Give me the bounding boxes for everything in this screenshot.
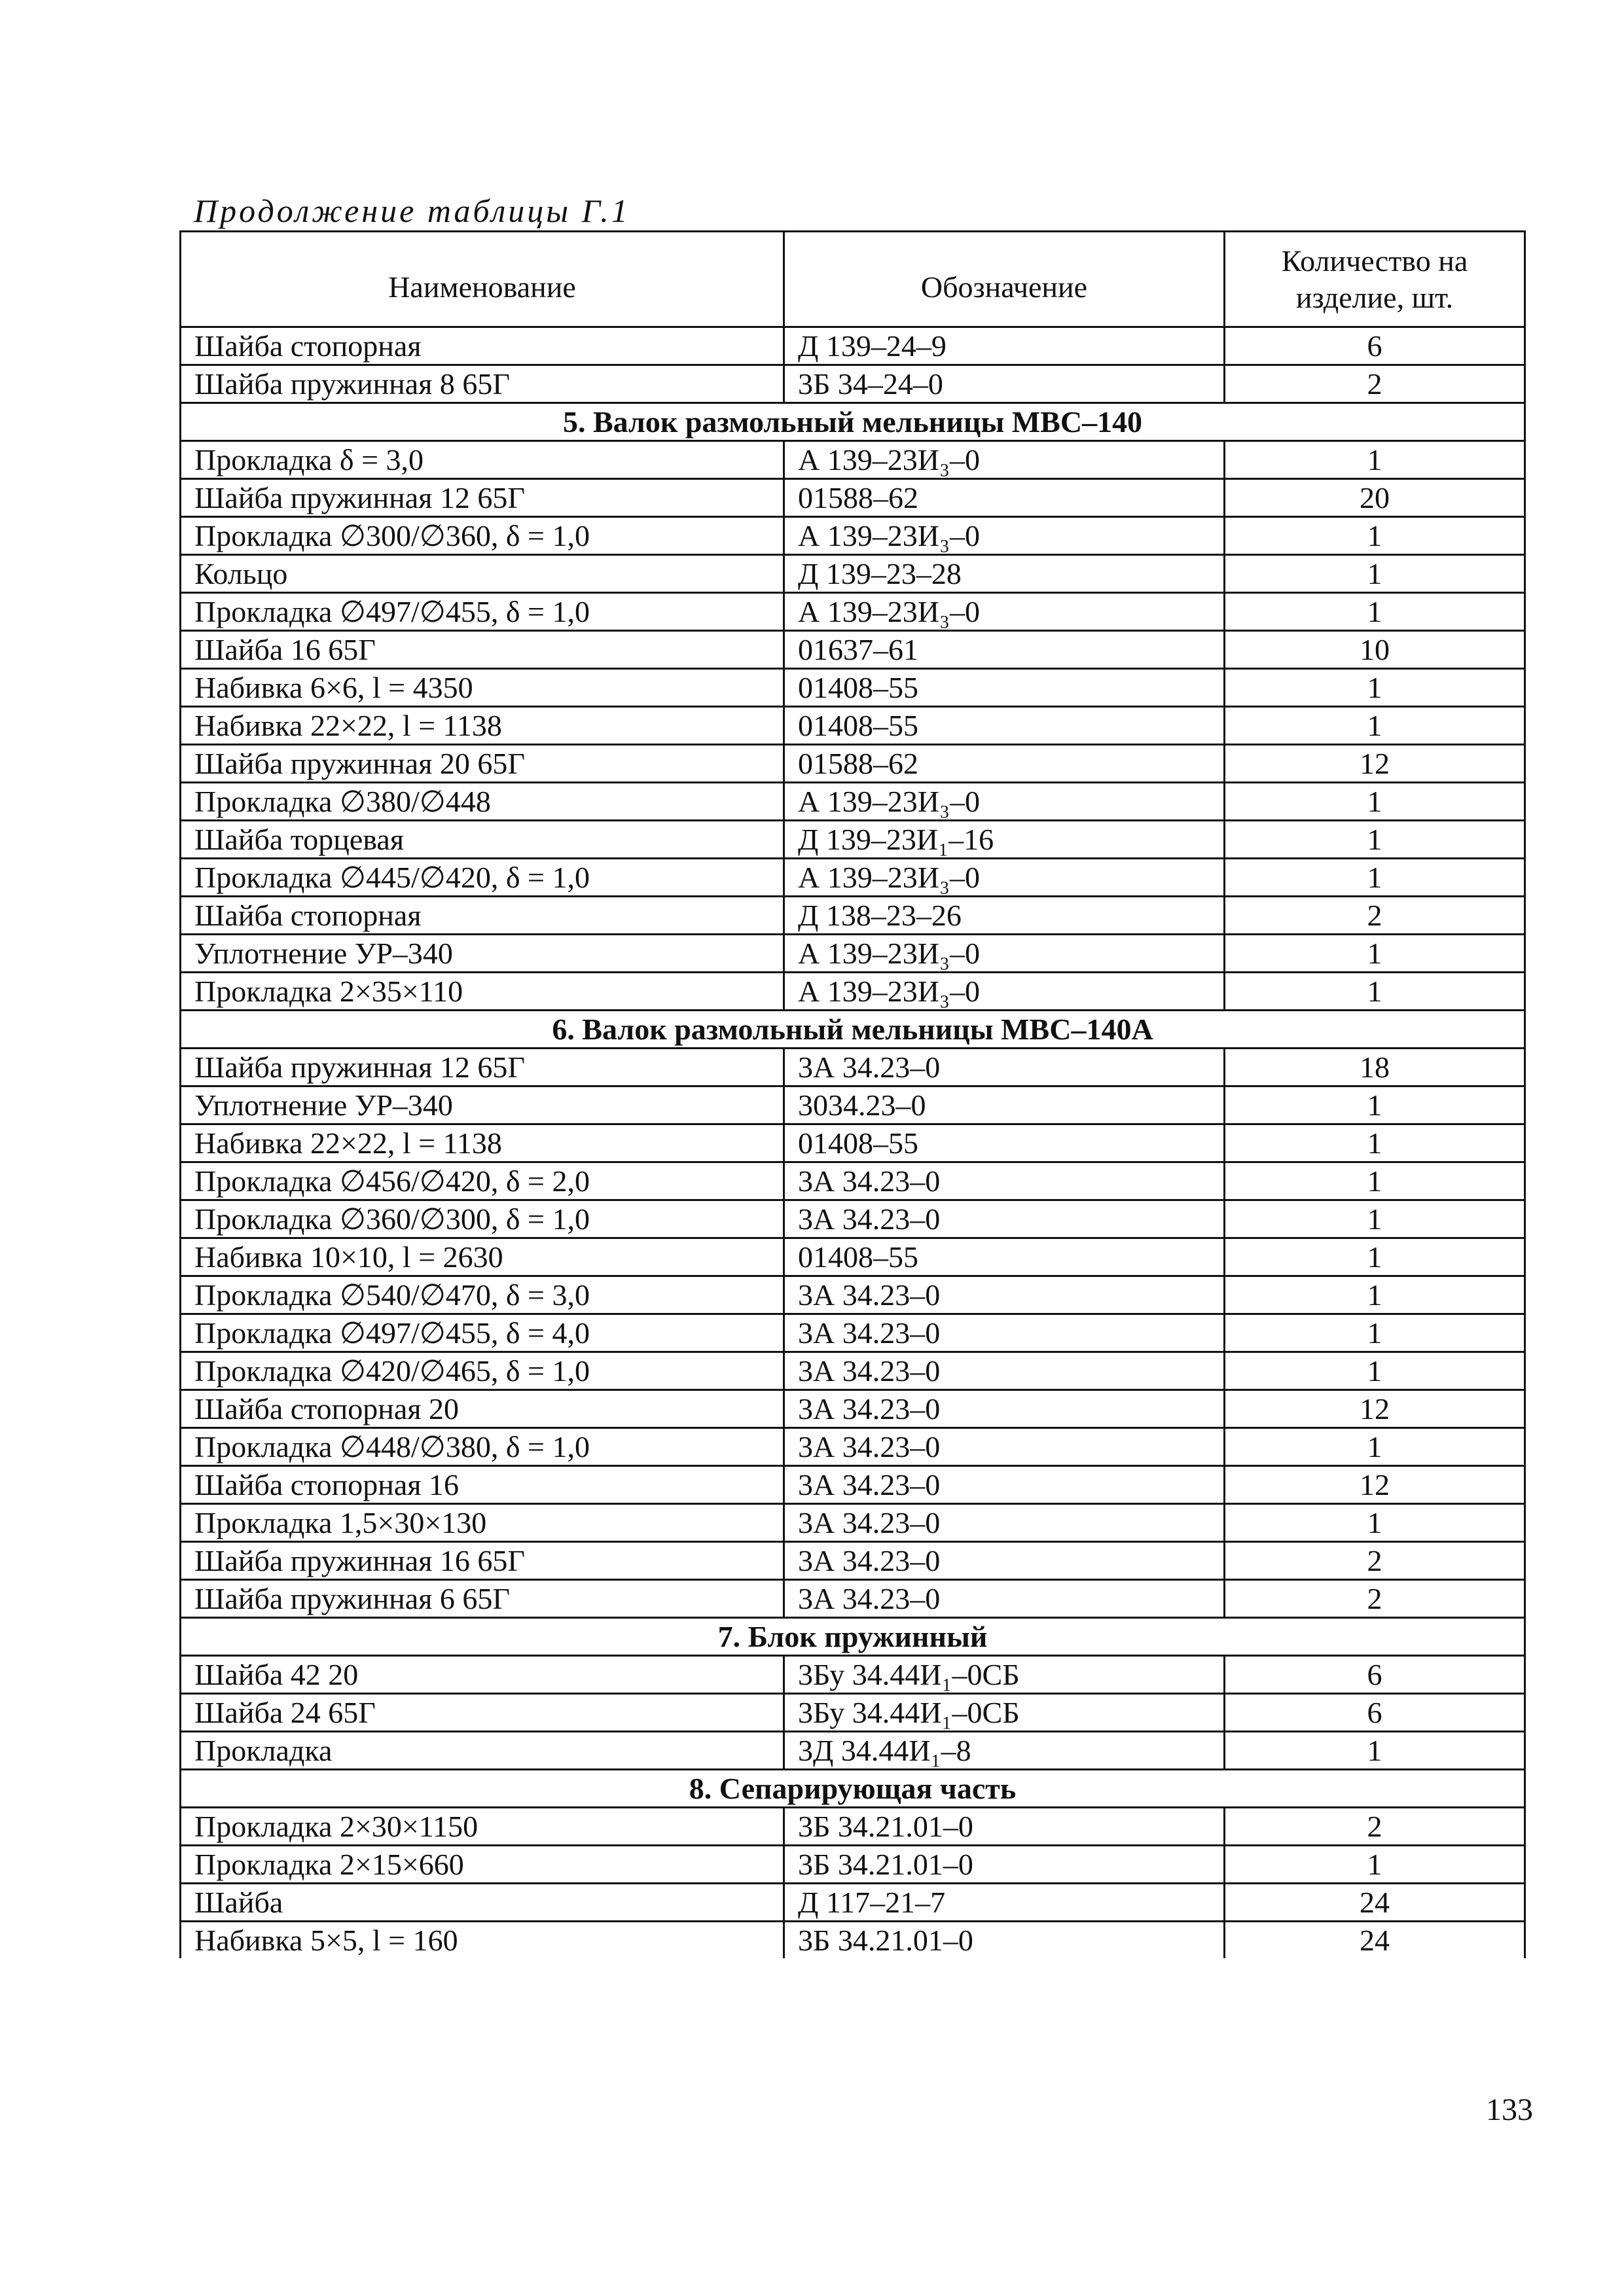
cell-code: 3А 34.23–0	[784, 1504, 1225, 1542]
cell-code: 01588–62	[784, 479, 1225, 517]
cell-quantity: 6	[1225, 327, 1525, 365]
cell-quantity: 2	[1225, 1808, 1525, 1846]
table-row	[181, 517, 1525, 555]
cell-name: Прокладка ∅445/∅420, δ = 1,0	[181, 859, 784, 897]
section-title: 5. Валок размольный мельницы МВС–140	[181, 403, 1525, 441]
table-row	[181, 1162, 1525, 1200]
table-row	[181, 1542, 1525, 1580]
cell-name: Шайба пружинная 12 65Г	[181, 479, 784, 517]
cell-name: Набивка 22×22, l = 1138	[181, 1124, 784, 1162]
cell-code: 3Б 34.21.01–0	[784, 1846, 1225, 1884]
table-row	[181, 973, 1525, 1011]
cell-code: А 139–23И₃–0	[784, 859, 1225, 897]
cell-quantity: 2	[1225, 1542, 1525, 1580]
cell-name: Прокладка ∅456/∅420, δ = 2,0	[181, 1162, 784, 1200]
cell-quantity: 1	[1225, 555, 1525, 593]
table-row	[181, 1466, 1525, 1504]
cell-quantity: 6	[1225, 1656, 1525, 1694]
cell-name: Прокладка ∅380/∅448	[181, 783, 784, 821]
cell-name: Шайба стопорная	[181, 897, 784, 935]
cell-name: Шайба пружинная 20 65Г	[181, 745, 784, 783]
cell-code: Д 139–23И₁–16	[784, 821, 1225, 859]
cell-name: Шайба 24 65Г	[181, 1694, 784, 1732]
cell-quantity: 24	[1225, 1884, 1525, 1922]
table-row	[181, 1580, 1525, 1618]
cell-name: Шайба торцевая	[181, 821, 784, 859]
cell-quantity: 1	[1225, 973, 1525, 1011]
table-body	[181, 327, 1525, 1959]
column-header-name: Наименование	[181, 232, 784, 327]
table-row	[181, 555, 1525, 593]
cell-name: Прокладка ∅497/∅455, δ = 1,0	[181, 593, 784, 631]
cell-name: Прокладка ∅300/∅360, δ = 1,0	[181, 517, 784, 555]
cell-quantity: 1	[1225, 1124, 1525, 1162]
cell-code: 3А 34.23–0	[784, 1276, 1225, 1314]
cell-quantity: 1	[1225, 859, 1525, 897]
cell-quantity: 1	[1225, 821, 1525, 859]
cell-code: Д 139–23–28	[784, 555, 1225, 593]
table-row	[181, 365, 1525, 403]
table-row	[181, 1808, 1525, 1846]
cell-name: Шайба пружинная 6 65Г	[181, 1580, 784, 1618]
cell-code: 3Б 34.21.01–0	[784, 1922, 1225, 1959]
section-title: 6. Валок размольный мельницы МВС–140А	[181, 1011, 1525, 1049]
table-row	[181, 1732, 1525, 1770]
table-row	[181, 935, 1525, 973]
cell-code: А 139–23И₃–0	[784, 593, 1225, 631]
page-number: 133	[1486, 2092, 1533, 2127]
cell-quantity: 1	[1225, 1086, 1525, 1124]
cell-code: 01408–55	[784, 1238, 1225, 1276]
section-heading-row	[181, 1011, 1525, 1049]
cell-quantity: 1	[1225, 441, 1525, 479]
table-row	[181, 783, 1525, 821]
table-row	[181, 1846, 1525, 1884]
cell-code: А 139–23И₃–0	[784, 783, 1225, 821]
cell-code: 3А 34.23–0	[784, 1162, 1225, 1200]
table-row	[181, 1352, 1525, 1390]
cell-quantity: 12	[1225, 1390, 1525, 1428]
table-row	[181, 859, 1525, 897]
cell-code: 3А 34.23–0	[784, 1352, 1225, 1390]
cell-code: 01408–55	[784, 707, 1225, 745]
cell-code: А 139–23И₃–0	[784, 973, 1225, 1011]
cell-quantity: 1	[1225, 783, 1525, 821]
cell-quantity: 1	[1225, 1200, 1525, 1238]
table-row	[181, 1200, 1525, 1238]
section-heading-row	[181, 403, 1525, 441]
cell-code: 3Бу 34.44И₁–0СБ	[784, 1656, 1225, 1694]
cell-name: Шайба стопорная	[181, 327, 784, 365]
cell-name: Шайба пружинная 16 65Г	[181, 1542, 784, 1580]
table-row	[181, 1504, 1525, 1542]
cell-quantity: 1	[1225, 707, 1525, 745]
cell-code: А 139–23И₃–0	[784, 935, 1225, 973]
table-row	[181, 631, 1525, 669]
cell-name: Шайба	[181, 1884, 784, 1922]
cell-quantity: 2	[1225, 1580, 1525, 1618]
cell-name: Прокладка ∅497/∅455, δ = 4,0	[181, 1314, 784, 1352]
cell-name: Шайба стопорная 16	[181, 1466, 784, 1504]
table-row	[181, 897, 1525, 935]
cell-name: Шайба стопорная 20	[181, 1390, 784, 1428]
table-row	[181, 1314, 1525, 1352]
section-heading-row	[181, 1770, 1525, 1808]
cell-quantity: 1	[1225, 1276, 1525, 1314]
cell-quantity: 12	[1225, 1466, 1525, 1504]
cell-quantity: 18	[1225, 1049, 1525, 1086]
cell-quantity: 1	[1225, 935, 1525, 973]
cell-quantity: 20	[1225, 479, 1525, 517]
cell-name: Шайба пружинная 8 65Г	[181, 365, 784, 403]
cell-quantity: 1	[1225, 1428, 1525, 1466]
cell-name: Уплотнение УР–340	[181, 935, 784, 973]
cell-quantity: 1	[1225, 1352, 1525, 1390]
cell-quantity: 1	[1225, 1314, 1525, 1352]
cell-quantity: 1	[1225, 1732, 1525, 1770]
cell-quantity: 12	[1225, 745, 1525, 783]
cell-quantity: 1	[1225, 1846, 1525, 1884]
cell-name: Шайба пружинная 12 65Г	[181, 1049, 784, 1086]
cell-name: Прокладка	[181, 1732, 784, 1770]
table-row	[181, 745, 1525, 783]
cell-code: 01637–61	[784, 631, 1225, 669]
cell-name: Набивка 10×10, l = 2630	[181, 1238, 784, 1276]
cell-quantity: 6	[1225, 1694, 1525, 1732]
cell-name: Прокладка ∅448/∅380, δ = 1,0	[181, 1428, 784, 1466]
cell-code: 3А 34.23–0	[784, 1200, 1225, 1238]
cell-quantity: 1	[1225, 669, 1525, 707]
cell-name: Прокладка ∅540/∅470, δ = 3,0	[181, 1276, 784, 1314]
cell-quantity: 1	[1225, 517, 1525, 555]
cell-name: Прокладка 2×35×110	[181, 973, 784, 1011]
cell-code: 3Б 34–24–0	[784, 365, 1225, 403]
table-row	[181, 1390, 1525, 1428]
table-row	[181, 1049, 1525, 1086]
table-row	[181, 1276, 1525, 1314]
cell-name: Шайба 16 65Г	[181, 631, 784, 669]
table-row	[181, 593, 1525, 631]
cell-code: 3А 34.23–0	[784, 1049, 1225, 1086]
table-row	[181, 441, 1525, 479]
cell-name: Набивка 6×6, l = 4350	[181, 669, 784, 707]
cell-quantity: 10	[1225, 631, 1525, 669]
cell-code: 01408–55	[784, 1124, 1225, 1162]
table-row	[181, 1428, 1525, 1466]
cell-code: Д 139–24–9	[784, 327, 1225, 365]
section-heading-row	[181, 1618, 1525, 1656]
cell-code: 3Д 34.44И₁–8	[784, 1732, 1225, 1770]
cell-quantity: 2	[1225, 897, 1525, 935]
table-row	[181, 1238, 1525, 1276]
cell-quantity: 1	[1225, 593, 1525, 631]
column-header-quantity: Количество на изделие, шт.	[1225, 232, 1525, 327]
table-row	[181, 1124, 1525, 1162]
cell-name: Прокладка ∅420/∅465, δ = 1,0	[181, 1352, 784, 1390]
cell-code: Д 117–21–7	[784, 1884, 1225, 1922]
table-row	[181, 479, 1525, 517]
table-row	[181, 1086, 1525, 1124]
column-header-code: Обозначение	[784, 232, 1225, 327]
cell-name: Прокладка 2×15×660	[181, 1846, 784, 1884]
cell-quantity: 2	[1225, 365, 1525, 403]
cell-quantity: 24	[1225, 1922, 1525, 1959]
cell-quantity: 1	[1225, 1238, 1525, 1276]
table-row	[181, 669, 1525, 707]
cell-code: 3А 34.23–0	[784, 1390, 1225, 1428]
cell-code: А 139–23И₃–0	[784, 441, 1225, 479]
table-header-row	[181, 232, 1525, 327]
cell-name: Прокладка 2×30×1150	[181, 1808, 784, 1846]
table-caption: Продолжение таблицы Г.1	[194, 192, 630, 229]
cell-name: Набивка 22×22, l = 1138	[181, 707, 784, 745]
section-title: 7. Блок пружинный	[181, 1618, 1525, 1656]
cell-name: Прокладка δ = 3,0	[181, 441, 784, 479]
table-row	[181, 1884, 1525, 1922]
cell-code: А 139–23И₃–0	[784, 517, 1225, 555]
table-row	[181, 707, 1525, 745]
cell-code: 3А 34.23–0	[784, 1466, 1225, 1504]
parts-table	[179, 230, 1526, 1958]
cell-name: Набивка 5×5, l = 160	[181, 1922, 784, 1959]
table-row	[181, 1922, 1525, 1959]
cell-name: Прокладка ∅360/∅300, δ = 1,0	[181, 1200, 784, 1238]
cell-code: 3А 34.23–0	[784, 1580, 1225, 1618]
table-row	[181, 327, 1525, 365]
cell-quantity: 1	[1225, 1504, 1525, 1542]
cell-name: Уплотнение УР–340	[181, 1086, 784, 1124]
table-row	[181, 1656, 1525, 1694]
cell-code: 3Б 34.21.01–0	[784, 1808, 1225, 1846]
cell-code: Д 138–23–26	[784, 897, 1225, 935]
cell-code: 01588–62	[784, 745, 1225, 783]
cell-code: 3А 34.23–0	[784, 1428, 1225, 1466]
cell-name: Кольцо	[181, 555, 784, 593]
cell-code: 3034.23–0	[784, 1086, 1225, 1124]
cell-name: Прокладка 1,5×30×130	[181, 1504, 784, 1542]
cell-code: 3А 34.23–0	[784, 1314, 1225, 1352]
cell-code: 3А 34.23–0	[784, 1542, 1225, 1580]
table-row	[181, 1694, 1525, 1732]
cell-code: 01408–55	[784, 669, 1225, 707]
cell-code: 3Бу 34.44И₁–0СБ	[784, 1694, 1225, 1732]
cell-name: Шайба 42 20	[181, 1656, 784, 1694]
table-row	[181, 821, 1525, 859]
section-title: 8. Сепарирующая часть	[181, 1770, 1525, 1808]
cell-quantity: 1	[1225, 1162, 1525, 1200]
